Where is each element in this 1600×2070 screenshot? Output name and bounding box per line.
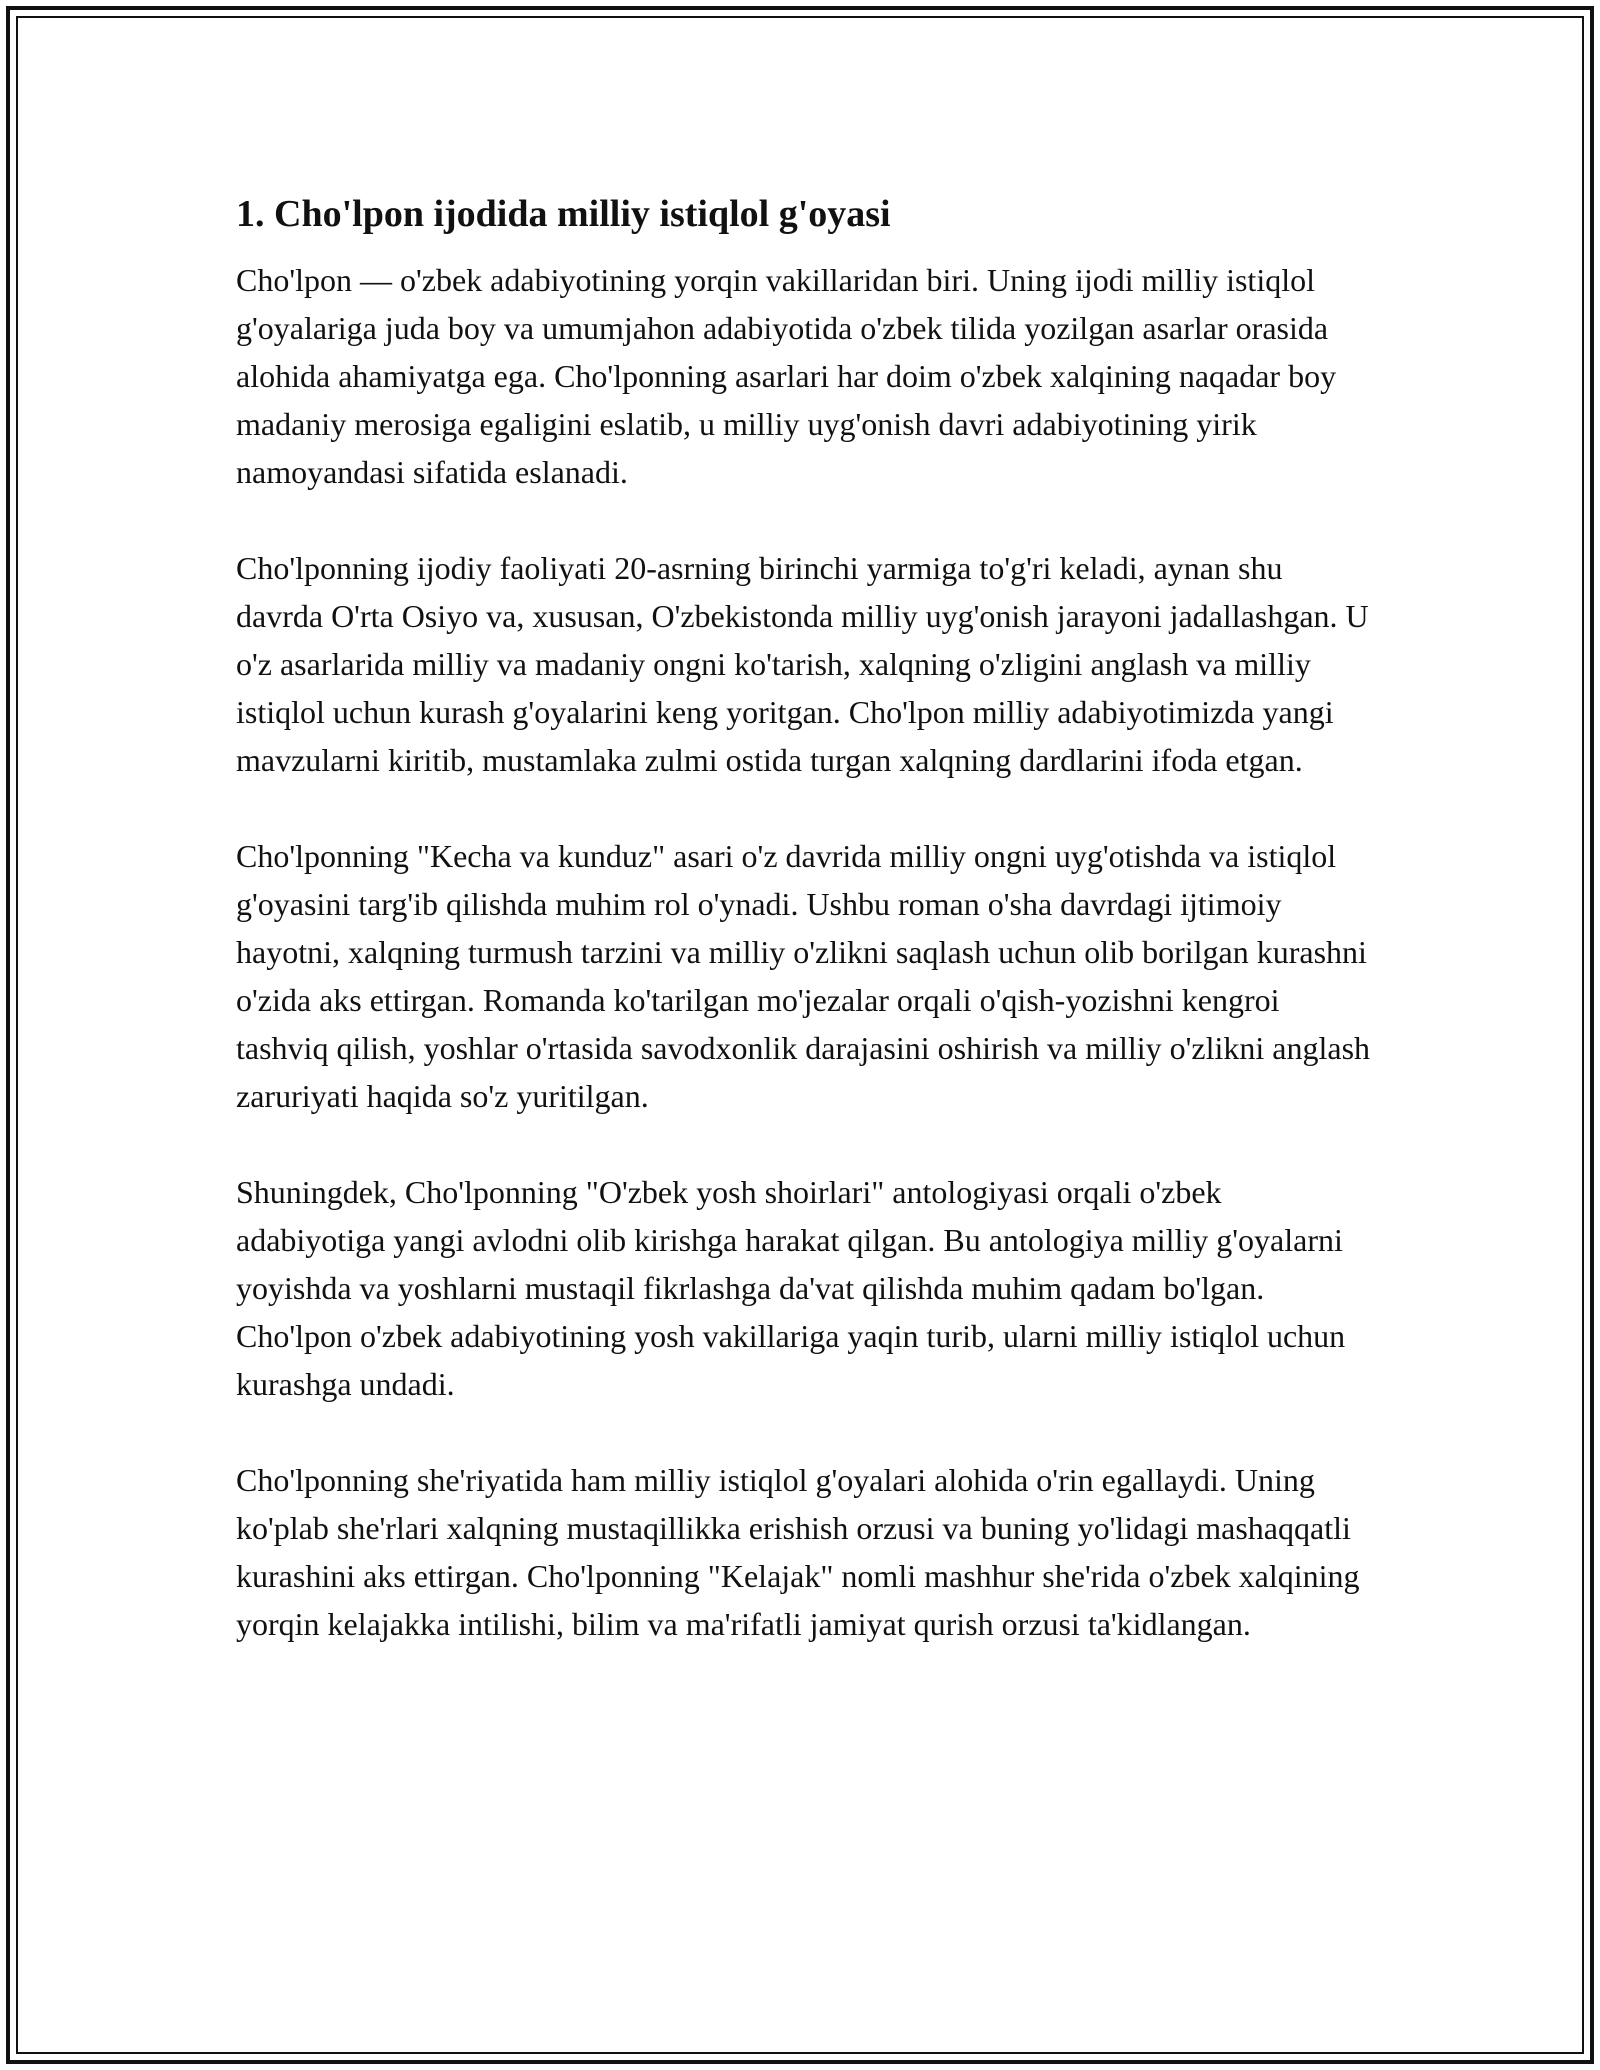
paragraph-5: Cho'lponning she'riyatida ham milliy istiqlol g'oyalari alohida o'rin egallaydi. Uning ko'plab she'rlari xalqning mustaqillikka erishish orzusi va buning yo'lidagi mashaqqatli kurashini aks ettirgan. Cho'lponning "Kelajak" nomli mashhur she'rida o'zbek xalqining yorqin kelajakka intilishi, bilim va ma'rifatli jamiyat qurish orzusi ta'kidlangan. — [236, 1462, 1360, 1642]
document-body — [236, 186, 1376, 1696]
paragraph-1: Cho'lpon — o'zbek adabiyotining yorqin vakillaridan biri. Uning ijodi milliy istiqlol g'oyalariga juda boy va umumjahon adabiyotida o'zbek tilida yozilgan asarlar orasida alohida ahamiyatga ega. Cho'lponning asarlari har doim o'zbek xalqining naqadar boy madaniy merosiga egaligini eslatib, u milliy uyg'onish davri adabiyotining yirik namoyandasi sifatida eslanadi. — [236, 262, 1337, 490]
paragraph-2: Cho'lponning ijodiy faoliyati 20-asrning birinchi yarmiga to'g'ri keladi, aynan shu davrda O'rta Osiyo va, xususan, O'zbekistonda milliy uyg'onish jarayoni jadallashgan. U o'z asarlarida milliy va madaniy ongni ko'tarish, xalqning o'zligini anglash va milliy istiqlol uchun kurash g'oyalarini keng yoritgan. Cho'lpon milliy adabiyotimizda yangi mavzularni kiritib, mustamlaka zulmi ostida turgan xalqning dardlarini ifoda etgan. — [236, 550, 1369, 778]
paragraph-4: Shuningdek, Cho'lponning "O'zbek yosh shoirlari" antologiyasi orqali o'zbek adabiyotiga yangi avlodni olib kirishga harakat qilgan. Bu antologiya milliy g'oyalarni yoyishda va yoshlarni mustaqil fikrlashga da'vat qilishda muhim qadam bo'lgan. Cho'lpon o'zbek adabiyotining yosh vakillariga yaqin turib, ularni milliy istiqlol uchun kurashga undadi. — [236, 1174, 1346, 1402]
paragraph-3: Cho'lponning "Kecha va kunduz" asari o'z davrida milliy ongni uyg'otishda va istiqlol g'oyasini targ'ib qilishda muhim rol o'ynadi. Ushbu roman o'sha davrdagi ijtimoiy hayotni, xalqning turmush tarzini va milliy o'zlikni saqlash uchun olib borilgan kurashni o'zida aks ettirgan. Romanda ko'tarilgan mo'jezalar orqali o'qish-yozishni kengroi tashviq qilish, yoshlar o'rtasida savodxonlik darajasini oshirish va milliy o'zlikni anglash zaruriyati haqida so'z yuritilgan. — [236, 838, 1371, 1114]
document-title: 1. Cho'lpon ijodida milliy istiqlol g'oyasi — [236, 193, 891, 235]
